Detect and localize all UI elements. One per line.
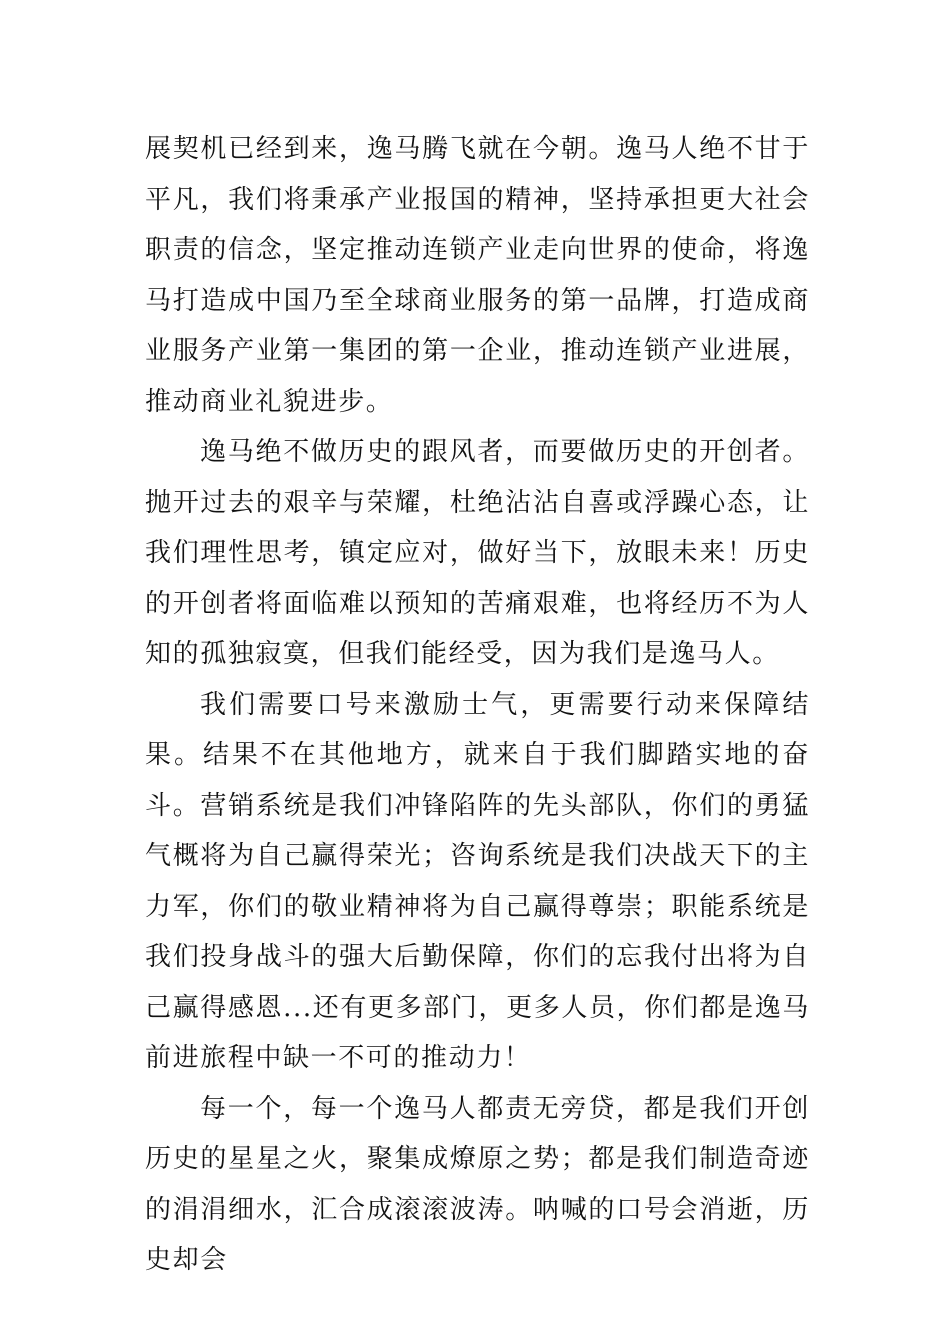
paragraph-everyone: 每一个，每一个逸马人都责无旁贷，都是我们开创历史的星星之火，聚集成燎原之势；都是我们制造奇迹的涓涓细水，汇合成滚滚波涛。呐喊的口号会消逝，历史却会	[145, 1093, 810, 1275]
paragraph-action: 我们需要口号来激励士气，更需要行动来保障结果。结果不在其他地方，就来自于我们脚踏实地的奋斗。营销系统是我们冲锋陷阵的先头部队，你们的勇猛气概将为自己赢得荣光；咨询系统是我们决战天下的主力军，你们的敬业精神将为自己赢得尊崇；职能系统是我们投身战斗的强大后勤保障，你们的忘我付出将为自己赢得感恩...还有更多部门，更多人员，你们都是逸马前进旅程中缺一不可的推动力！	[145, 689, 810, 1073]
paragraph-pioneer: 逸马绝不做历史的跟风者，而要做历史的开创者。抛开过去的艰辛与荣耀，杜绝沾沾自喜或浮躁心态，让我们理性思考，镇定应对，做好当下，放眼未来！历史的开创者将面临难以预知的苦痛艰难，也将经历不为人知的孤独寂寞，但我们能经受，因为我们是逸马人。	[145, 437, 810, 669]
document-body	[145, 124, 810, 1286]
paragraph-continuation: 展契机已经到来，逸马腾飞就在今朝。逸马人绝不甘于平凡，我们将秉承产业报国的精神，坚持承担更大社会职责的信念，坚定推动连锁产业走向世界的使命，将逸马打造成中国乃至全球商业服务的第一品牌，打造成商业服务产业第一集团的第一企业，推动连锁产业进展，推动商业礼貌进步。	[145, 134, 810, 417]
